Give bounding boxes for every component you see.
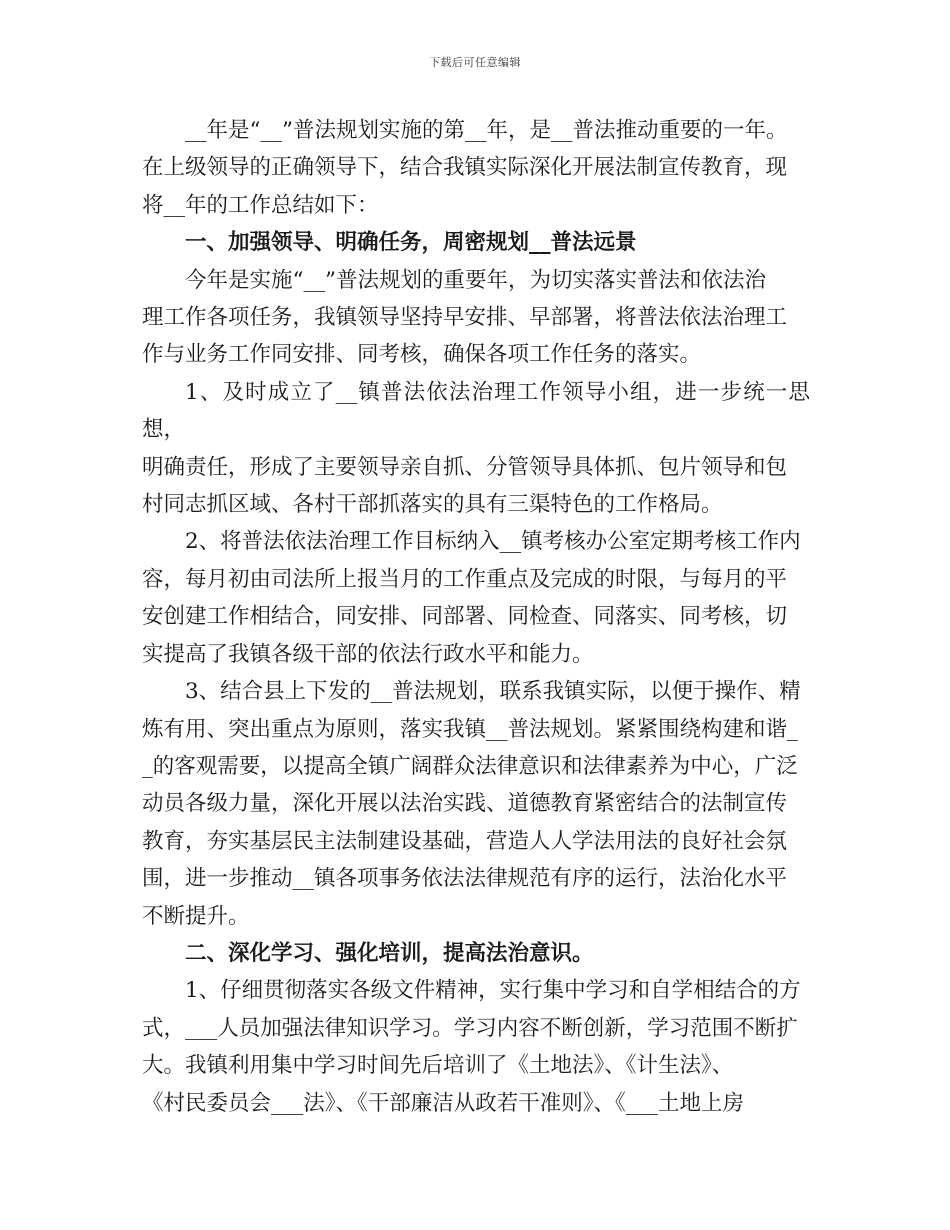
section-1-paragraph-2: 1、及时成立了__镇普法依法治理工作领导小组，进一步统一思想， 明确责任，形成了主要领导亲自抓、分管领导具体抓、包片领导和包 村同志抓区域、各村干部抓落实的具有三渠特色的工作格局。 — [142, 379, 810, 518]
section-1-paragraph-4: 3、结合县上下发的__普法规划，联系我镇实际，以便于操作、精 炼有用、突出重点为原则，落实我镇__普法规划。紧紧围绕构建和谐_ _的客观需要，以提高全镇广阔群众法律意识和法律素养为中心，广泛 动员各级力量，深化开展以法治实践、道德教育紧密结合的法制宣传 教育，夯实基层民主法制建设基础，营造人人学法用法的良好社会氛 围，进一步推动__镇各项事务依法法律规范有序的运行，法治化水平 不断提升。 — [142, 679, 801, 929]
section-1-paragraph-3: 2、将普法依法治理工作目标纳入__镇考核办公室定期考核工作内 容，每月初由司法所上报当月的工作重点及完成的时限，与每月的平 安创建工作相结合，同安排、同部署、同检查、同落实、同考核，切 实提高了我镇各级干部的依法行政水平和能力。 — [142, 529, 801, 667]
section-2-heading: 二、深化学习、强化培训，提高法治意识。 — [185, 940, 594, 966]
intro-paragraph: __年是“__”普法规划实施的第__年，是__普法推动重要的一年。 在上级领导的正确领导下，结合我镇实际深化开展法制宣传教育，现 将__年的工作总结如下： — [142, 118, 788, 218]
section-1-heading: 一、加强领导、明确任务，周密规划__普法远景 — [185, 230, 637, 256]
document-body — [142, 112, 810, 1122]
section-1-paragraph-1: 今年是实施“__”普法规划的重要年，为切实落实普法和依法治 理工作各项任务，我镇领导坚持早安排、早部署，将普法依法治理工 作与业务工作同安排、同考核，确保各项工作任务的落实。 — [142, 267, 788, 368]
section-2-paragraph-1: 1、仔细贯彻落实各级文件精神，实行集中学习和自学相结合的方 式，___人员加强法律知识学习。学习内容不断创新，学习范围不断扩 大。我镇利用集中学习时间先后培训了《土地法》、《计生法》、 《村民委员会___法》、《干部廉洁从政若干准则》、《___土地上房 — [142, 978, 801, 1116]
page-header-note: 下载后可任意编辑 — [429, 56, 521, 69]
